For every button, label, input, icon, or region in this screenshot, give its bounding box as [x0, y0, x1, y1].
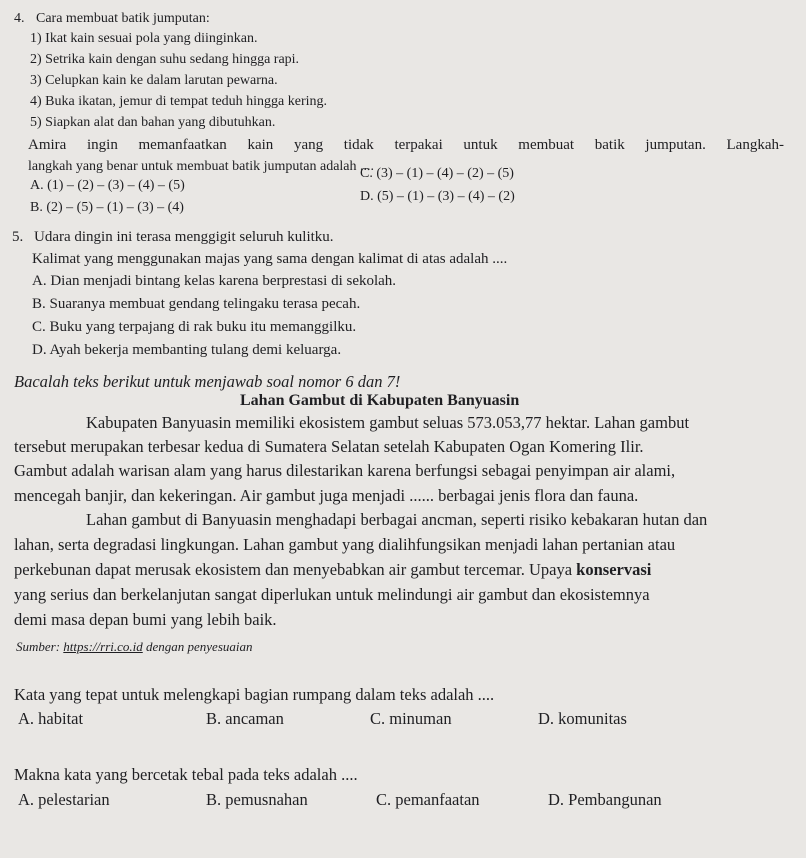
q4-number: 4. — [14, 11, 25, 26]
passage-title: Lahan Gambut di Kabupaten Banyuasin — [240, 392, 520, 409]
passage-line-1: Kabupaten Banyuasin memiliki ekosistem gambut seluas 573.053,77 hektar. Lahan gambut — [86, 413, 690, 432]
bold-word: konservasi — [576, 560, 652, 579]
q4-header — [14, 10, 210, 28]
q4-step-2: 2) Setrika kain dengan suhu sedang hingga rapi. — [30, 52, 300, 67]
passage-line-7-text: perkebunan dapat merusak ekosistem dan menyebabkan air gambut tercemar. Upaya — [14, 560, 573, 579]
q6-option-d[interactable]: D. komunitas — [538, 709, 627, 728]
source-link[interactable]: https://rri.co.id — [63, 639, 143, 654]
q4-option-a[interactable]: A. (1) – (2) – (3) – (4) – (5) — [30, 178, 185, 193]
passage-line-9: demi masa depan bumi yang lebih baik. — [14, 610, 277, 629]
q6-option-b[interactable]: B. ancaman — [206, 709, 284, 728]
passage-line-3: Gambut adalah warisan alam yang harus dilestarikan karena berfungsi sebagai penyimpan air alami, — [14, 461, 676, 480]
source-label: Sumber: — [16, 639, 61, 654]
q6-option-a[interactable]: A. habitat — [18, 709, 84, 728]
q4-option-c[interactable]: C. (3) – (1) – (4) – (2) – (5) — [360, 166, 514, 181]
q4-step-3: 3) Celupkan kain ke dalam larutan pewarna. — [30, 73, 278, 88]
q5-stem: Udara dingin ini terasa menggigit seluruh kulitku. — [34, 229, 334, 245]
q5-option-c[interactable]: C. Buku yang terpajang di rak buku itu memanggilku. — [32, 319, 357, 335]
q5-option-d[interactable]: D. Ayah bekerja membanting tulang demi keluarga. — [32, 342, 342, 358]
passage-source — [16, 638, 253, 656]
q5-header — [12, 228, 334, 246]
q7-question: Makna kata yang bercetak tebal pada teks adalah .... — [14, 765, 358, 784]
passage-line-8: yang serius dan berkelanjutan sangat diperlukan untuk melindungi air gambut dan ekosistemnya — [14, 585, 650, 604]
source-suffix: dengan penyesuaian — [146, 639, 253, 654]
q4-option-b[interactable]: B. (2) – (5) – (1) – (3) – (4) — [30, 200, 184, 215]
q5-option-b[interactable]: B. Suaranya membuat gendang telingaku terasa pecah. — [32, 296, 361, 312]
passage-line-6: lahan, serta degradasi lingkungan. Lahan gambut yang dialihfungsikan menjadi lahan pertanian atau — [14, 535, 676, 554]
reading-instruction: Bacalah teks berikut untuk menjawab soal nomor 6 dan 7! — [14, 372, 401, 391]
q7-option-a[interactable]: A. pelestarian — [18, 790, 110, 809]
q4-step-4: 4) Buka ikatan, jemur di tempat teduh hingga kering. — [30, 94, 328, 109]
q6-question: Kata yang tepat untuk melengkapi bagian rumpang dalam teks adalah .... — [14, 685, 495, 704]
q4-question-line-2: langkah yang benar untuk membuat batik jumputan adalah .... — [28, 159, 375, 174]
passage-line-7 — [14, 560, 651, 580]
q7-option-c[interactable]: C. pemanfaatan — [376, 790, 480, 809]
q7-option-d[interactable]: D. Pembangunan — [548, 790, 662, 809]
passage-line-4: mencegah banjir, dan kekeringan. Air gambut juga menjadi ...... berbagai jenis flora dan fauna. — [14, 486, 639, 505]
passage-line-5: Lahan gambut di Banyuasin menghadapi berbagai ancman, seperti risiko kebakaran hutan dan — [86, 510, 708, 529]
q5-number: 5. — [12, 229, 24, 245]
q4-option-d[interactable]: D. (5) – (1) – (3) – (4) – (2) — [360, 189, 515, 204]
passage-line-2: tersebut merupakan terbesar kedua di Sumatera Selatan setelah Kabupaten Ogan Komering Ilir. — [14, 437, 644, 456]
q4-title: Cara membuat batik jumputan: — [36, 11, 210, 26]
q5-option-a[interactable]: A. Dian menjadi bintang kelas karena berprestasi di sekolah. — [32, 273, 397, 289]
q7-option-b[interactable]: B. pemusnahan — [206, 790, 308, 809]
q5-question: Kalimat yang menggunakan majas yang sama dengan kalimat di atas adalah .... — [32, 251, 508, 267]
q4-step-5: 5) Siapkan alat dan bahan yang dibutuhkan. — [30, 115, 276, 130]
q6-option-c[interactable]: C. minuman — [370, 709, 452, 728]
q4-step-1: 1) Ikat kain sesuai pola yang diinginkan. — [30, 31, 258, 46]
q4-question-line-1: Amira ingin memanfaatkan kain yang tidak terpakai untuk membuat batik jumputan. Langkah- — [28, 137, 784, 153]
